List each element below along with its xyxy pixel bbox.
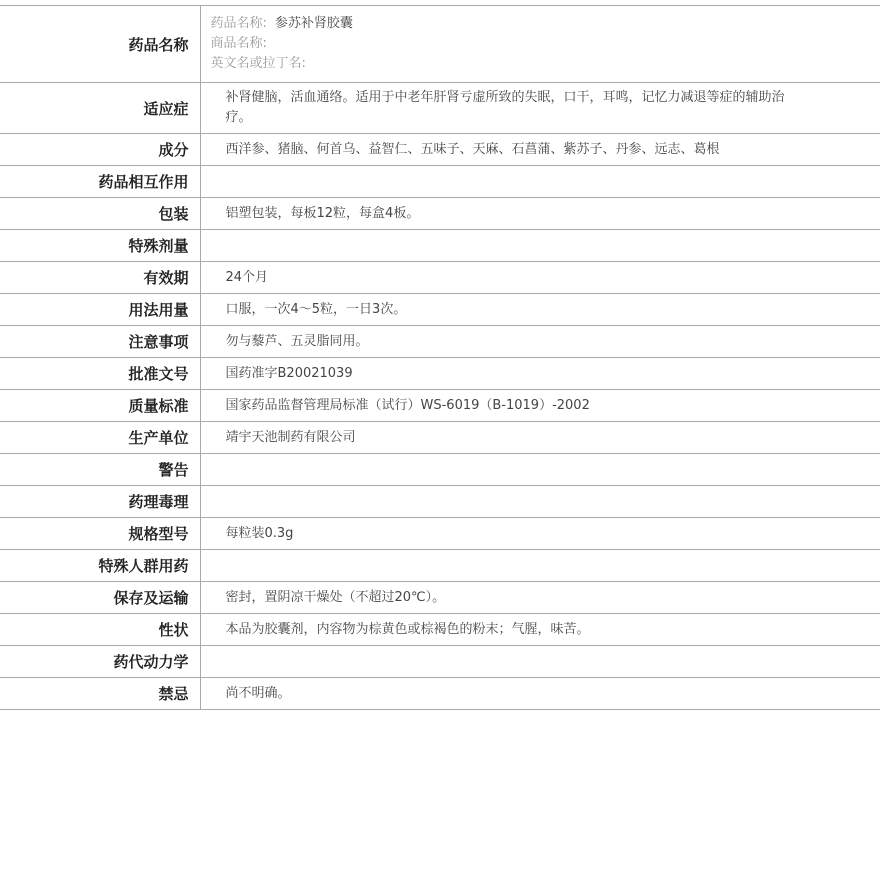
row-value <box>200 550 880 582</box>
row-value: 24个月 <box>200 262 880 294</box>
row-value: 口服，一次4～5粒，一日3次。 <box>200 294 880 326</box>
table-row <box>0 582 880 614</box>
row-label: 药理毒理 <box>0 486 200 518</box>
table-row <box>0 614 880 646</box>
drug-names-cell <box>200 6 880 83</box>
row-label: 注意事项 <box>0 326 200 358</box>
drug-info-table <box>0 5 880 710</box>
table-row <box>0 326 880 358</box>
row-label: 警告 <box>0 454 200 486</box>
row-label: 性状 <box>0 614 200 646</box>
table-row <box>0 678 880 710</box>
drug-names-row <box>0 6 880 83</box>
trade-name-key: 商品名称: <box>210 36 267 51</box>
row-label: 包装 <box>0 198 200 230</box>
trade-name-line <box>211 34 791 54</box>
generic-name-line <box>211 14 791 34</box>
row-value: 铝塑包装，每板12粒，每盒4板。 <box>200 198 880 230</box>
row-value: 每粒装0.3g <box>200 518 880 550</box>
row-label: 适应症 <box>0 83 200 134</box>
generic-name-key: 药品名称: <box>210 16 267 31</box>
row-value: 国药准字B20021039 <box>200 358 880 390</box>
table-row <box>0 486 880 518</box>
row-value: 尚不明确。 <box>200 678 880 710</box>
table-row <box>0 230 880 262</box>
row-value <box>200 646 880 678</box>
table-row <box>0 646 880 678</box>
row-label: 规格型号 <box>0 518 200 550</box>
table-row <box>0 550 880 582</box>
table-row <box>0 166 880 198</box>
row-label: 批准文号 <box>0 358 200 390</box>
table-row <box>0 198 880 230</box>
row-value: 靖宇天池制药有限公司 <box>200 422 880 454</box>
row-value: 勿与藜芦、五灵脂同用。 <box>200 326 880 358</box>
table-row <box>0 134 880 166</box>
row-label: 禁忌 <box>0 678 200 710</box>
row-label: 生产单位 <box>0 422 200 454</box>
row-label: 质量标准 <box>0 390 200 422</box>
row-value: 国家药品监督管理局标准（试行）WS-6019（B-1019）-2002 <box>200 390 880 422</box>
row-label: 特殊人群用药 <box>0 550 200 582</box>
row-label: 保存及运输 <box>0 582 200 614</box>
row-label-drug-name: 药品名称 <box>0 6 200 83</box>
english-name-line <box>211 54 791 74</box>
drug-info-sheet <box>0 5 880 710</box>
table-row <box>0 454 880 486</box>
row-value <box>200 454 880 486</box>
row-label: 成分 <box>0 134 200 166</box>
row-label: 有效期 <box>0 262 200 294</box>
row-value <box>200 166 880 198</box>
table-row <box>0 262 880 294</box>
table-row <box>0 518 880 550</box>
row-value: 本品为胶囊剂，内容物为棕黄色或棕褐色的粉末；气腥，味苦。 <box>200 614 880 646</box>
row-label: 用法用量 <box>0 294 200 326</box>
table-row <box>0 390 880 422</box>
row-label: 特殊剂量 <box>0 230 200 262</box>
table-row <box>0 422 880 454</box>
table-row <box>0 83 880 134</box>
row-value: 西洋参、猪脑、何首乌、益智仁、五味子、天麻、石菖蒲、紫苏子、丹参、远志、葛根 <box>200 134 880 166</box>
row-label: 药品相互作用 <box>0 166 200 198</box>
table-row <box>0 294 880 326</box>
row-value <box>200 230 880 262</box>
table-row <box>0 358 880 390</box>
generic-name-value: 参苏补肾胶囊 <box>274 16 353 31</box>
english-name-key: 英文名或拉丁名: <box>210 56 306 71</box>
row-label: 药代动力学 <box>0 646 200 678</box>
row-value: 密封，置阴凉干燥处（不超过20℃）。 <box>200 582 880 614</box>
row-value <box>200 486 880 518</box>
row-value: 补肾健脑，活血通络。适用于中老年肝肾亏虚所致的失眠，口干，耳鸣，记忆力减退等症的辅助治疗。 <box>200 83 880 134</box>
